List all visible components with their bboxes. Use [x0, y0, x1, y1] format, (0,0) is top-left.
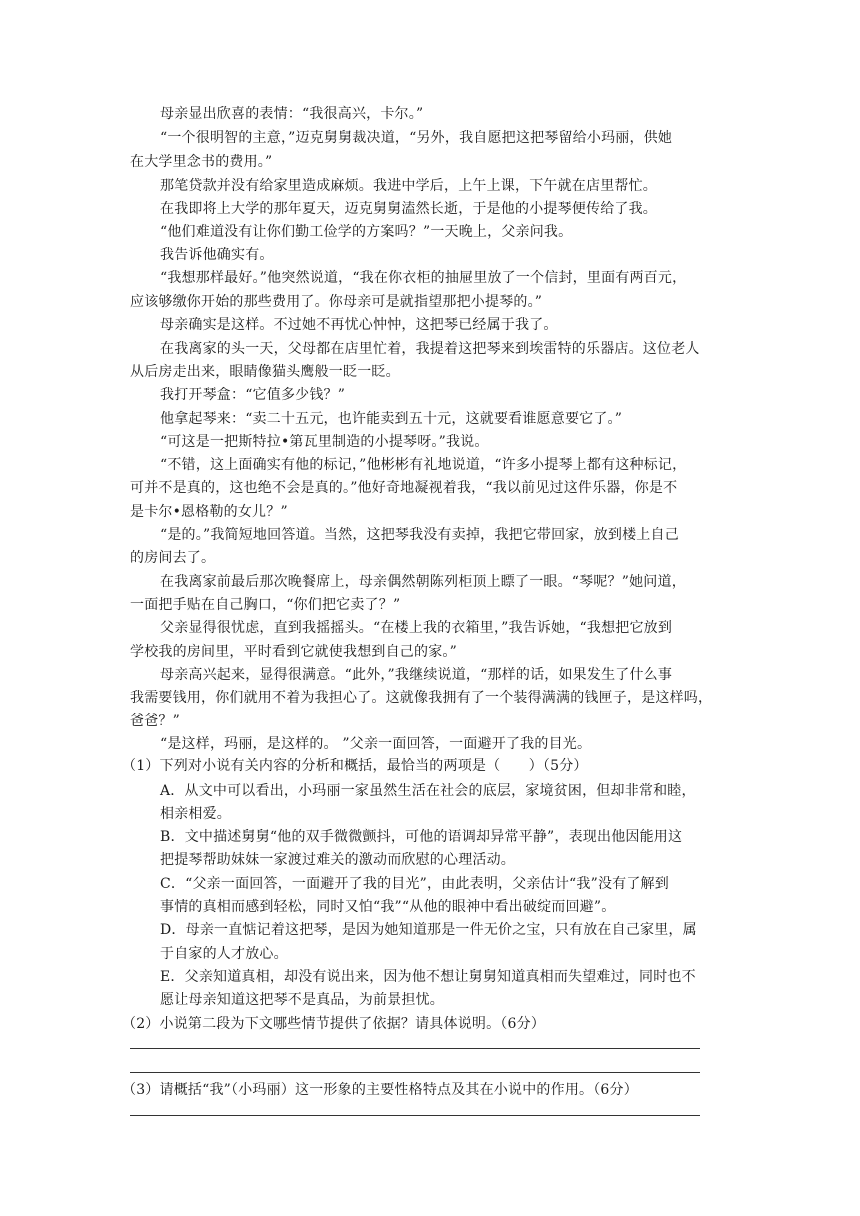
question-2-stem: （2）小说第二段为下文哪些情节提供了依据？请具体说明。（6分）	[122, 1016, 546, 1032]
answer-line[interactable]	[130, 1072, 700, 1073]
passage-line: “不错，这上面确实有他的标记，”他彬彬有礼地说道，“许多小提琴上都有这种标记，	[160, 457, 687, 473]
question-1-option: A．从文中可以看出，小玛丽一家虽然生活在社会的底层，家境贫困，但却非常和睦，	[160, 783, 696, 799]
passage-line: “可这是一把斯特拉•第瓦里制造的小提琴呀。”我说。	[160, 434, 489, 450]
question-1-option: 相亲相爱。	[160, 806, 231, 822]
question-1-option: E．父亲知道真相，却没有说出来，因为他不想让舅舅知道真相而失望难过，同时也不	[160, 969, 696, 985]
passage-line: 在我即将上大学的那年夏天，迈克舅舅溘然长逝，于是他的小提琴便传给了我。	[160, 201, 657, 217]
question-1-option: 愿让母亲知道这把琴不是真品，为前景担忧。	[160, 992, 444, 1008]
passage-line: 母亲高兴起来，显得很满意。“此外，”我继续说道，“那样的话，如果发生了什么事	[160, 667, 673, 683]
question-1-option: C．“父亲一面回答，一面避开了我的目光”，由此表明，父亲估计“我”没有了解到	[160, 876, 669, 892]
passage-line: “一个很明智的主意，”迈克舅舅裁决道，“另外，我自愿把这把琴留给小玛丽，供她	[160, 130, 673, 146]
passage-line: “我想那样最好。”他突然说道，“我在你衣柜的抽屉里放了一个信封，里面有两百元，	[160, 270, 687, 286]
passage-line: 他拿起琴来：“卖二十五元，也许能卖到五十元，这就要看谁愿意要它了。”	[160, 411, 623, 427]
passage-line: 我告诉他确实有。	[160, 247, 274, 263]
passage-line: 是卡尔•恩格勒的女儿？”	[130, 504, 288, 520]
passage-line: 我打开琴盒：“它值多少钱？”	[160, 387, 346, 403]
passage-line: “是这样，玛丽，是这样的。 ”父亲一面回答，一面避开了我的目光。	[160, 736, 592, 752]
passage-line: 的房间去了。	[130, 550, 216, 566]
passage-line: 在大学里念书的费用。”	[130, 154, 273, 170]
question-1-option: D．母亲一直惦记着这把琴，是因为她知道那是一件无价之宝，只有放在自己家里，属	[160, 922, 697, 938]
passage-line: 在我离家前最后那次晚餐席上，母亲偶然朝陈列柜顶上瞟了一眼。“琴呢？”她问道，	[160, 574, 686, 590]
question-3-stem: （3）请概括“我”（小玛丽）这一形象的主要性格特点及其在小说中的作用。（6分）	[122, 1082, 638, 1098]
question-1-option: B．文中描述舅舅“他的双手微微颤抖，可他的语调却异常平静”，表现出他因能用这	[160, 829, 683, 845]
passage-line: 那笔贷款并没有给家里造成麻烦。我进中学后，上午上课，下午就在店里帮忙。	[160, 178, 657, 194]
question-1-stem: （1）下列对小说有关内容的分析和概括，最恰当的两项是（ ）（5分）	[122, 758, 588, 774]
question-1-option: 把提琴帮助妹妹一家渡过难关的激动而欣慰的心理活动。	[160, 852, 515, 868]
passage-line: 在我离家的头一天，父母都在店里忙着，我提着这把琴来到埃雷特的乐器店。这位老人	[160, 341, 700, 357]
passage-line: 母亲显出欣喜的表情：“我很高兴，卡尔。”	[160, 106, 424, 122]
passage-line: 学校我的房间里，平时看到它就使我想到自己的家。”	[130, 644, 457, 660]
passage-line: 母亲确实是这样。不过她不再忧心忡忡，这把琴已经属于我了。	[160, 317, 558, 333]
passage-line: 可并不是真的，这也绝不会是真的。”他好奇地凝视着我，“我以前见过这件乐器，你是不	[130, 480, 678, 496]
passage-line: 爸爸？”	[130, 713, 180, 729]
passage-line: “是的。”我简短地回答道。当然，这把琴我没有卖掉，我把它带回家，放到楼上自己	[160, 527, 679, 543]
passage-line: 父亲显得很忧虑，直到我摇摇头。“在楼上我的衣箱里，”我告诉她，“我想把它放到	[160, 620, 673, 636]
question-1-option: 事情的真相而感到轻松，同时又怕“我”“从他的眼神中看出破绽而回避”。	[160, 899, 616, 915]
passage-line: 从后房走出来，眼睛像猫头鹰般一眨一眨。	[130, 364, 400, 380]
passage-line: 一面把手贴在自己胸口，“你们把它卖了？”	[130, 597, 401, 613]
answer-line[interactable]	[130, 1115, 700, 1116]
passage-line: “他们难道没有让你们勤工俭学的方案吗？”一天晚上，父亲问我。	[160, 224, 573, 240]
answer-line[interactable]	[130, 1048, 700, 1049]
passage-line: 我需要钱用，你们就用不着为我担心了。这就像我拥有了一个装得满满的钱匣子，是这样吗，	[130, 690, 713, 706]
question-1-option: 于自家的人才放心。	[160, 946, 288, 962]
passage-line: 应该够缴你开始的那些费用了。你母亲可是就指望那把小提琴的。”	[130, 294, 543, 310]
